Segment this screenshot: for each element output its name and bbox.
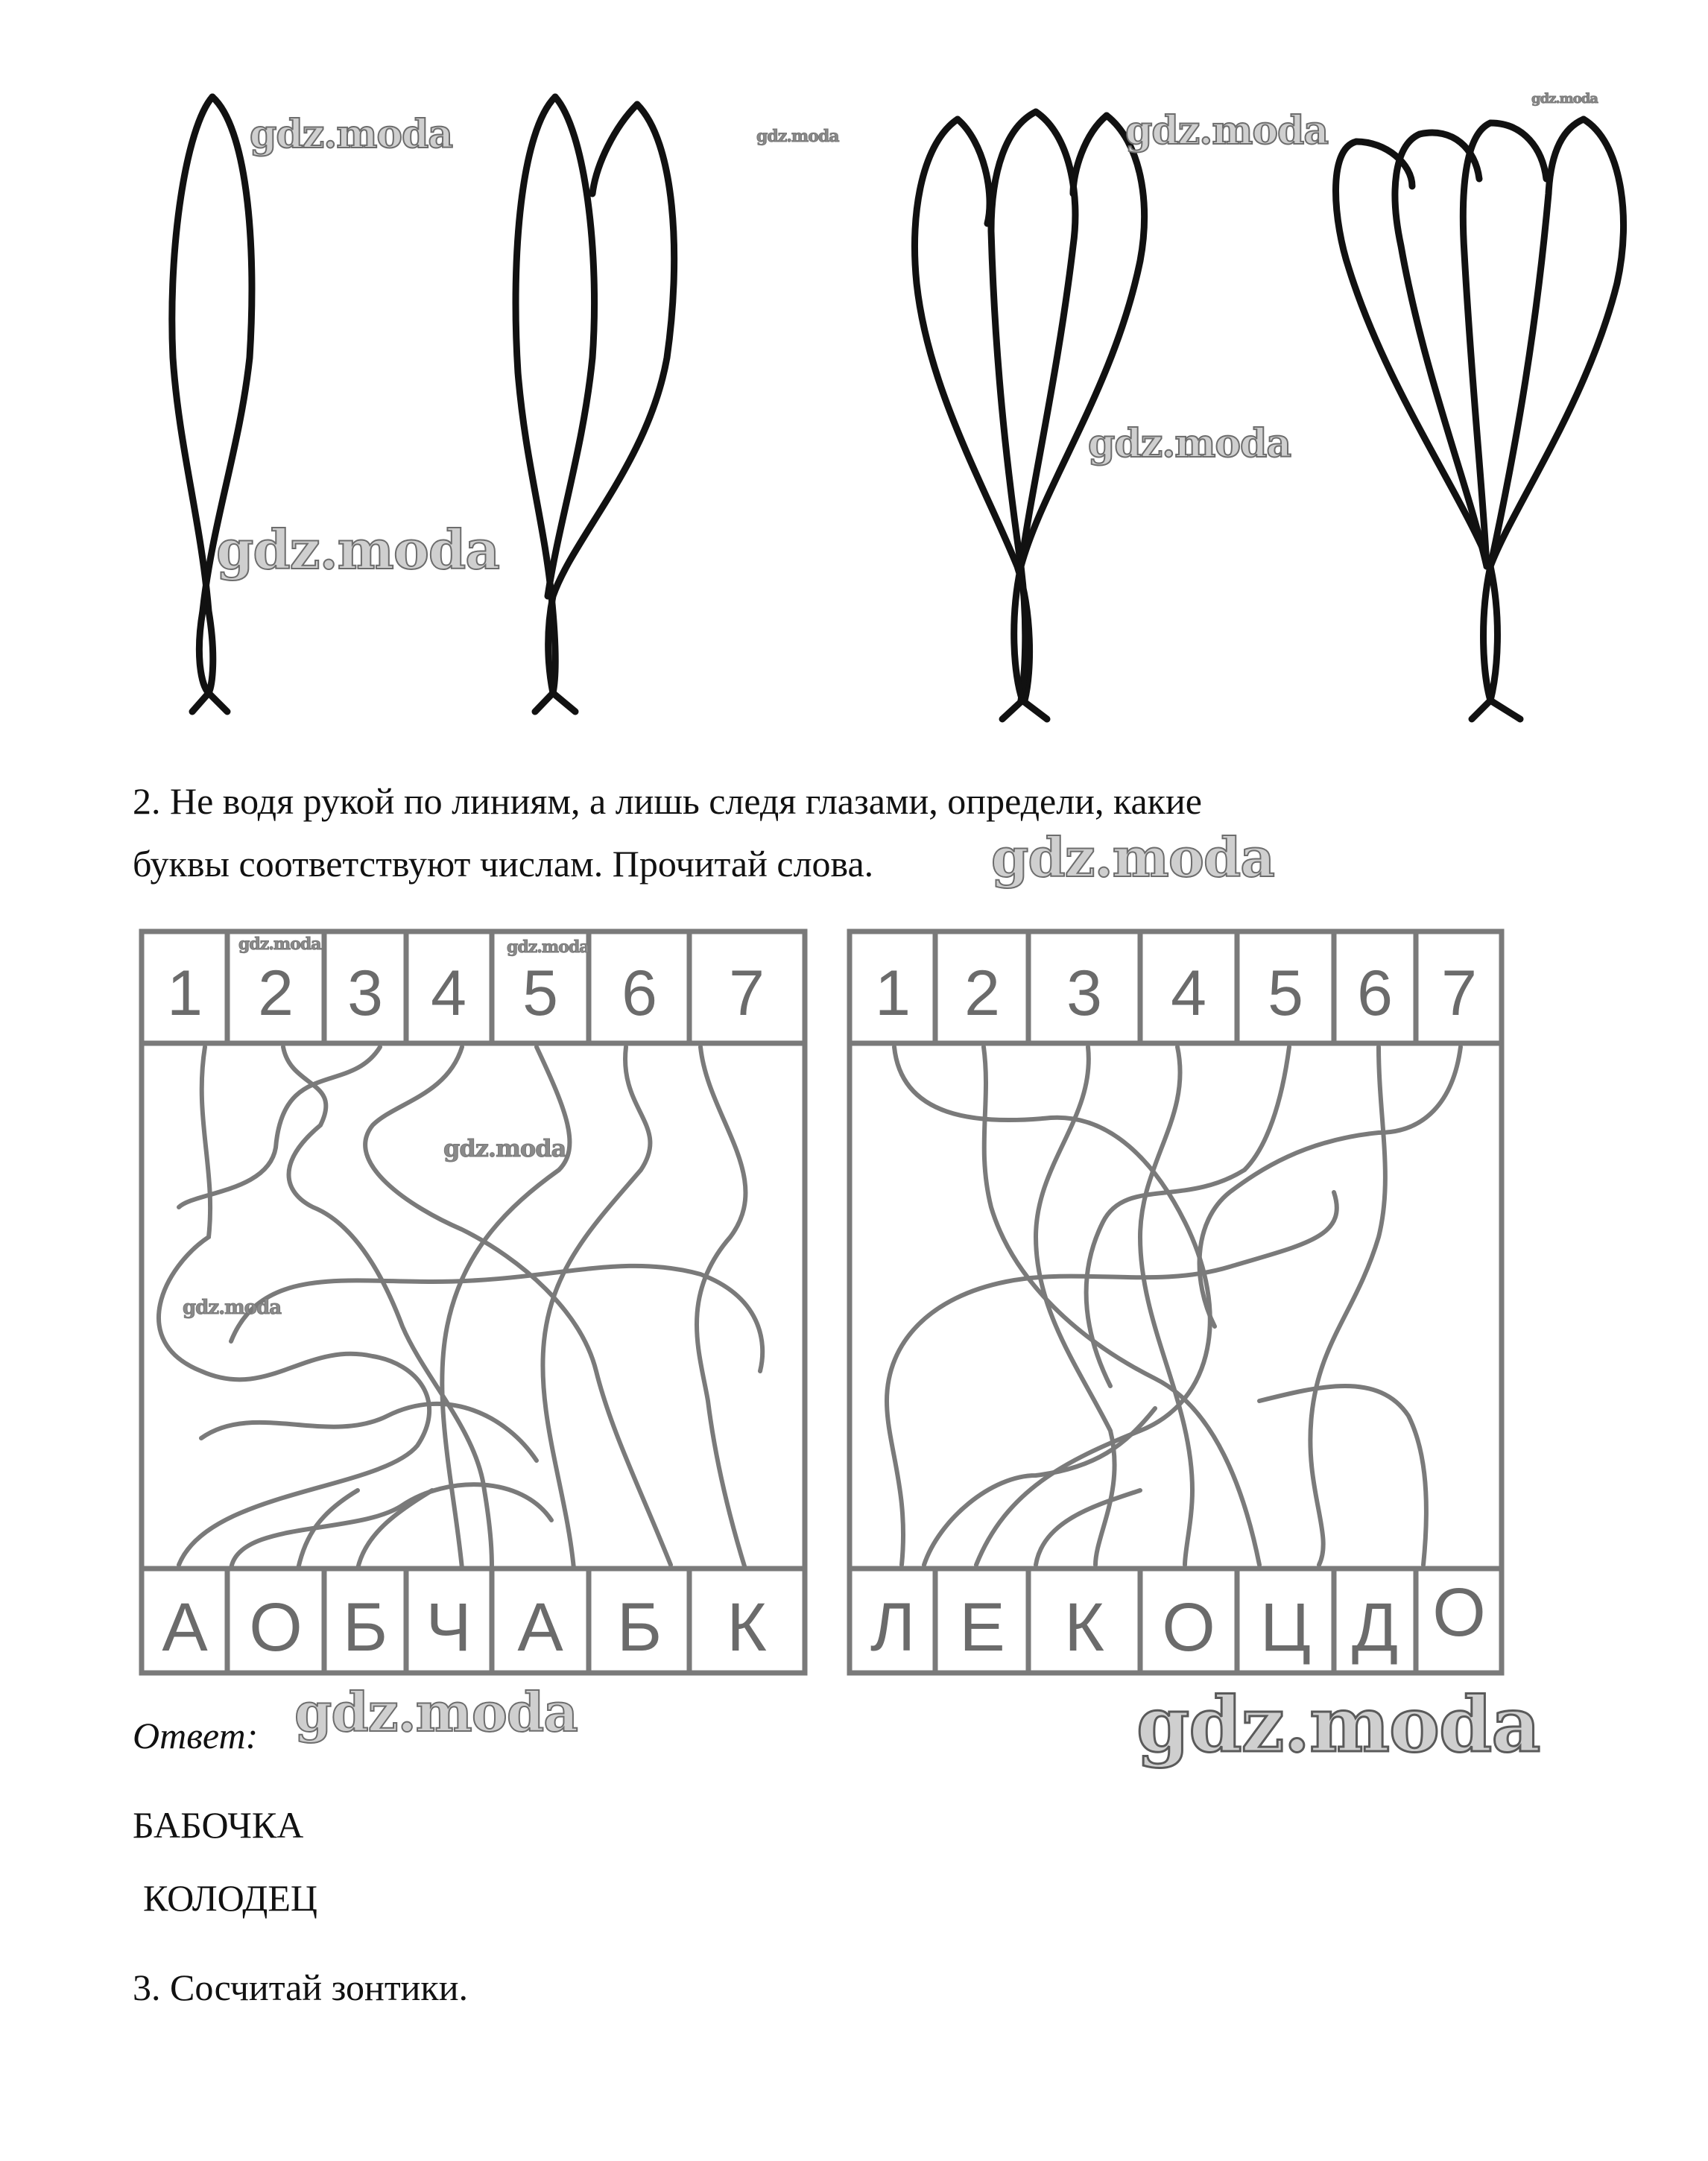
loop-figure-4 [1336,119,1624,719]
puzzle-number: 7 [1441,958,1477,1029]
puzzle-letter: Д [1351,1589,1399,1665]
puzzle-number: 1 [167,958,203,1029]
puzzle-number: 6 [621,958,657,1029]
watermark: gdz.moda [1531,91,1598,107]
watermark: gdz.moda [756,127,839,146]
puzzle-number: 2 [964,958,1000,1029]
answer-word-1: БАБОЧКА [133,1804,304,1846]
loop-figure-2 [516,97,674,712]
watermark: gdz.moda [1136,1680,1540,1770]
puzzle-letter: О [1432,1575,1486,1651]
watermark: gdz.moda [294,1680,578,1744]
puzzle-number: 4 [1171,958,1206,1029]
watermark: gdz.moda [250,112,453,157]
watermark: gdz.moda [507,937,589,957]
puzzle-letter: Л [870,1589,916,1665]
watermark: gdz.moda [443,1134,566,1162]
puzzle-letter: К [1064,1589,1104,1665]
puzzle-number: 5 [1268,958,1303,1029]
puzzle-number: 3 [1066,958,1102,1029]
puzzle-number: 2 [258,958,294,1029]
task-2-line-2: буквы соответствуют числам. Прочитай слова. [133,843,874,885]
puzzle-letter: А [162,1589,208,1665]
watermark: gdz.moda [183,1297,282,1319]
line-maze-right [842,924,1513,1684]
watermark: gdz.moda [216,518,499,581]
puzzle-number: 5 [522,958,558,1029]
puzzle-number: 1 [875,958,911,1029]
puzzle-letter: Е [959,1589,1005,1665]
watermark: gdz.moda [238,934,321,954]
puzzle-letter: Б [342,1589,388,1665]
watermark: gdz.moda [991,826,1274,889]
task-2-line-1: 2. Не водя рукой по линиям, а лишь следя глазами, определи, какие [133,780,1202,822]
puzzle-letter: А [517,1589,563,1665]
task-3-text: 3. Сосчитай зонтики. [133,1967,468,2008]
puzzle-number: 6 [1357,958,1393,1029]
puzzle-letter: О [249,1589,303,1665]
puzzle-number: 7 [729,958,765,1029]
puzzle-number: 3 [347,958,383,1029]
puzzle-letter: Ч [426,1589,472,1665]
answer-label: Ответ: [133,1715,259,1756]
puzzle-letter: О [1162,1589,1215,1665]
loop-figure-3 [914,112,1144,719]
puzzle-letter: К [727,1589,767,1665]
loop-figure-1 [172,97,252,712]
watermark: gdz.moda [1125,108,1329,154]
puzzle-number: 4 [431,958,466,1029]
puzzle-letter: Ц [1259,1589,1312,1665]
answer-word-2: КОЛОДЕЦ [143,1877,318,1919]
puzzle-letter: Б [616,1589,662,1665]
watermark: gdz.moda [1088,421,1291,466]
